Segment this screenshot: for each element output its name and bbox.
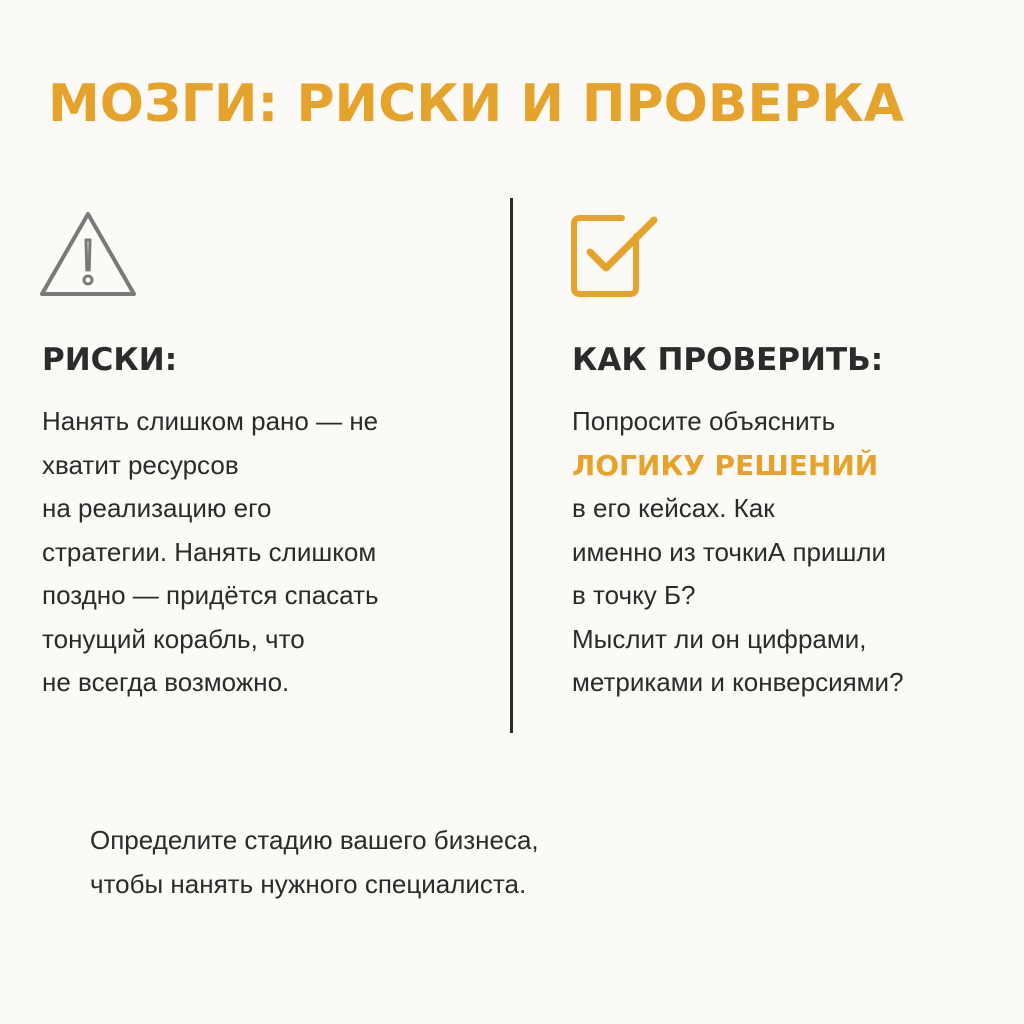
risks-line: поздно — придётся спасать: [42, 580, 379, 610]
checkbox-checked-icon: [570, 212, 660, 298]
risks-line: стратегии. Нанять слишком: [42, 536, 377, 567]
footer-line: Определите стадию вашего бизнеса,: [90, 825, 539, 855]
risks-line: на реализацию его: [42, 493, 272, 523]
footer-line: чтобы нанять нужного специалиста.: [90, 869, 527, 899]
risks-line: Нанять слишком рано — не: [42, 406, 379, 436]
risks-heading: РИСКИ:: [42, 342, 178, 378]
check-line: Попросите объяснить: [572, 406, 836, 436]
risks-line: тонущий корабль, что: [42, 623, 305, 654]
check-line: в точку Б?: [572, 580, 696, 610]
page-title: МОЗГИ: РИСКИ И ПРОВЕРКА: [48, 74, 904, 134]
risks-line: хватит ресурсов: [42, 449, 239, 480]
check-line: именно из точкиА пришли: [572, 536, 887, 567]
check-accent-text: ЛОГИКУ РЕШЕНИЙ: [572, 448, 879, 482]
footer-note: [90, 818, 950, 906]
check-heading: КАК ПРОВЕРИТЬ:: [572, 342, 884, 378]
check-line: метриками и конверсиями?: [572, 667, 904, 697]
risks-line: не всегда возможно.: [42, 667, 290, 697]
column-divider: [510, 198, 513, 733]
check-text: [572, 400, 1017, 705]
warning-triangle-icon: [36, 208, 140, 302]
check-line: в его кейсах. Как: [572, 493, 775, 523]
risks-text: [42, 400, 492, 705]
check-line: Мыслит ли он цифрами,: [572, 623, 867, 654]
